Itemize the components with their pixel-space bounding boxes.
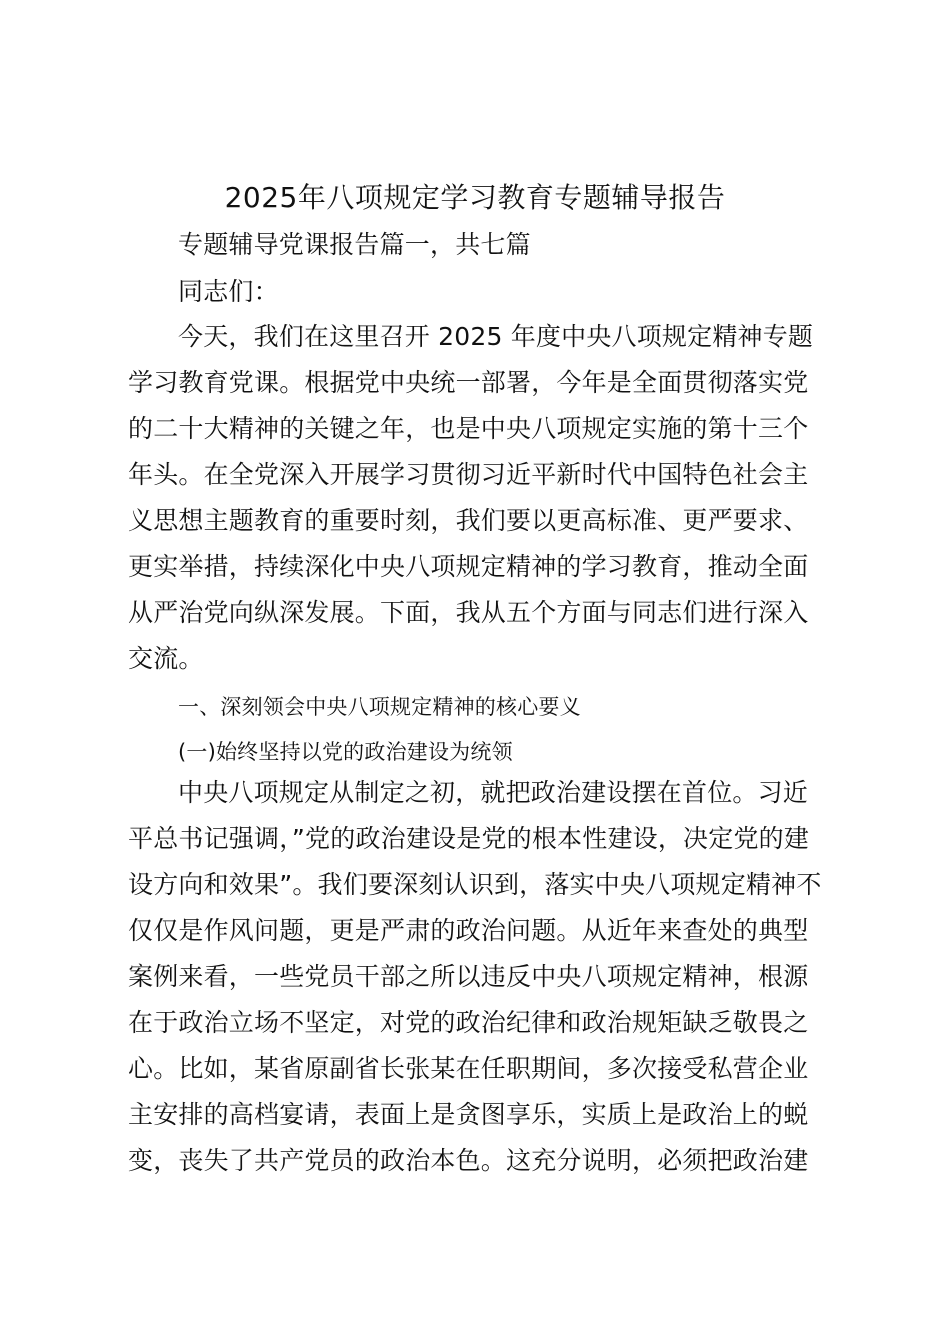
document-title: 2025年八项规定学习教育专题辅导报告 <box>224 181 726 214</box>
paragraph-line: 的二十大精神的关键之年，也是中央八项规定实施的第十三个 <box>128 414 809 443</box>
paragraph-line: 在于政治立场不坚定，对党的政治纪律和政治规矩缺乏敬畏之 <box>128 1008 809 1037</box>
paragraph-line: 更实举措，持续深化中央八项规定精神的学习教育，推动全面 <box>128 552 809 581</box>
salutation: 同志们： <box>178 277 279 306</box>
paragraph-line: 心。比如，某省原副省长张某在任职期间，多次接受私营企业 <box>128 1054 809 1083</box>
paragraph-line: 年头。在全党深入开展学习贯彻习近平新时代中国特色社会主 <box>128 460 809 489</box>
document-subtitle: 专题辅导党课报告篇一，共七篇 <box>178 230 531 259</box>
paragraph-line: 仅仅是作风问题，更是严肃的政治问题。从近年来查处的典型 <box>128 916 809 945</box>
paragraph-line: 平总书记强调，”党的政治建设是党的根本性建设，决定党的建 <box>128 824 810 853</box>
paragraph-line: 学习教育党课。根据党中央统一部署，今年是全面贯彻落实党 <box>128 368 809 397</box>
section-heading: 一、深刻领会中央八项规定精神的核心要义 <box>178 695 581 719</box>
paragraph-line: 从严治党向纵深发展。下面，我从五个方面与同志们进行深入 <box>128 598 809 627</box>
paragraph-line: 今天，我们在这里召开 2025 年度中央八项规定精神专题 <box>178 322 814 351</box>
paragraph-line: 中央八项规定从制定之初，就把政治建设摆在首位。习近 <box>178 778 809 807</box>
paragraph-line: 义思想主题教育的重要时刻，我们要以更高标准、更严要求、 <box>128 506 809 535</box>
paragraph-line: 设方向和效果”。我们要深刻认识到，落实中央八项规定精神不 <box>128 870 822 899</box>
paragraph-line: 案例来看，一些党员干部之所以违反中央八项规定精神，根源 <box>128 962 809 991</box>
paragraph-line: 主安排的高档宴请，表面上是贪图享乐，实质上是政治上的蜕 <box>128 1100 809 1129</box>
subsection-heading: (一)始终坚持以党的政治建设为统领 <box>178 740 513 764</box>
paragraph-line: 交流。 <box>128 644 204 673</box>
paragraph-line: 变，丧失了共产党员的政治本色。这充分说明，必须把政治建 <box>128 1146 809 1175</box>
